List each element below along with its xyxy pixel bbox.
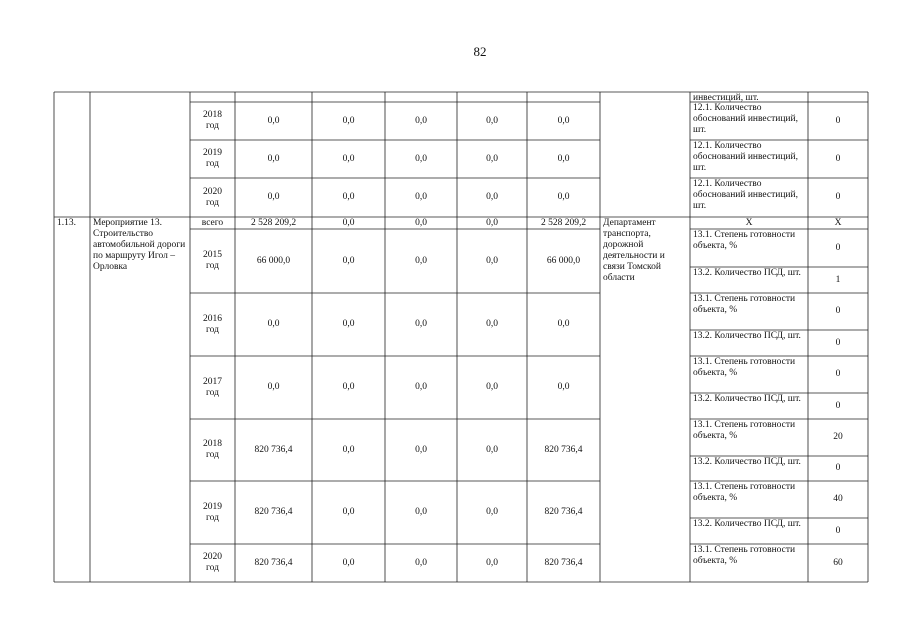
amount-cell: 66 000,0: [546, 256, 581, 266]
indicator-cell: 12.1. Количество обоснований инвестиций, шт.: [693, 103, 798, 135]
amount-cell: 0,0: [415, 558, 427, 568]
amount-cell: 0,0: [267, 192, 280, 202]
amount-cell: 0,0: [486, 154, 498, 164]
year-cell: 2016 год: [203, 314, 222, 335]
year-cell: 2018 год: [203, 439, 222, 460]
year-cell: 2015 год: [203, 250, 222, 271]
amount-cell: 0,0: [486, 116, 498, 126]
amount-cell: 0,0: [342, 218, 355, 228]
amount-cell: 0,0: [342, 445, 355, 455]
indicator-cell: 13.2. Количество ПСД, шт.: [693, 268, 801, 278]
amount-cell: 0,0: [415, 218, 427, 228]
amount-cell: 0,0: [267, 154, 280, 164]
amount-cell: 0,0: [415, 256, 427, 266]
year-cell: 2018 год: [203, 110, 222, 131]
amount-cell: 0,0: [486, 445, 498, 455]
amount-cell: 66 000,0: [256, 256, 291, 266]
indicator-value-cell: 0: [835, 154, 841, 164]
amount-cell: 0,0: [342, 382, 355, 392]
amount-cell: 0,0: [486, 558, 498, 568]
amount-cell: 0,0: [342, 558, 355, 568]
executor: Департамент транспорта, дорожной деятельности и связи Томской области: [603, 218, 665, 283]
indicator-cell: 13.2. Количество ПСД, шт.: [693, 519, 801, 529]
indicator-value-cell: 1: [835, 275, 841, 285]
indicator-cell: 12.1. Количество обоснований инвестиций, шт.: [693, 179, 798, 211]
indicator-value-cell: X: [834, 218, 842, 228]
indicator-cell: 13.1. Степень готовности объекта, %: [693, 545, 796, 566]
year-cell: всего: [201, 218, 224, 228]
measure-name: Мероприятие 13. Строительство автомобильной дороги по маршруту Игол – Орловка: [93, 218, 186, 272]
indicator-cell: 13.2. Количество ПСД, шт.: [693, 331, 801, 341]
amount-cell: 820 736,4: [254, 507, 293, 517]
page-number: 82: [473, 44, 487, 59]
amount-cell: 0,0: [267, 382, 280, 392]
indicator-cell: 12.1. Количество обоснований инвестиций, шт.: [693, 141, 798, 173]
amount-cell: 0,0: [342, 192, 355, 202]
amount-cell: 0,0: [342, 154, 355, 164]
indicator-value-cell: 60: [833, 558, 843, 568]
indicator-value-cell: 20: [833, 432, 843, 442]
amount-cell: 0,0: [486, 192, 498, 202]
amount-cell: 0,0: [415, 319, 427, 329]
amount-cell: 820 736,4: [254, 445, 293, 455]
amount-cell: 0,0: [415, 445, 427, 455]
amount-cell: 0,0: [342, 507, 355, 517]
year-cell: 2019 год: [203, 502, 222, 523]
indicator-value-cell: 0: [835, 243, 841, 253]
amount-cell: 0,0: [415, 507, 427, 517]
indicator-value-cell: 0: [835, 463, 841, 473]
row-number: 1.13.: [57, 218, 76, 228]
indicator-value-cell: 0: [835, 369, 841, 379]
indicator-cell: 13.1. Степень готовности объекта, %: [693, 482, 796, 503]
amount-cell: 0,0: [486, 218, 498, 228]
indicator-cell: 13.1. Степень готовности объекта, %: [693, 357, 796, 378]
amount-cell: 0,0: [557, 154, 570, 164]
amount-cell: 0,0: [486, 256, 498, 266]
indicator-value-cell: 0: [835, 526, 841, 536]
amount-cell: 0,0: [267, 319, 280, 329]
amount-cell: 0,0: [415, 382, 427, 392]
amount-cell: 820 736,4: [544, 507, 583, 517]
indicator-value-cell: 0: [835, 116, 841, 126]
indicator-value-cell: 0: [835, 338, 841, 348]
indicator-cell: 13.2. Количество ПСД, шт.: [693, 457, 801, 467]
amount-cell: 0,0: [415, 154, 427, 164]
indicator-cell: 13.1. Степень готовности объекта, %: [693, 420, 796, 441]
amount-cell: 2 528 209,2: [250, 218, 297, 228]
amount-cell: 820 736,4: [544, 558, 583, 568]
indicator-cell: 13.1. Степень готовности объекта, %: [693, 230, 796, 251]
amount-cell: 0,0: [486, 382, 498, 392]
amount-cell: 0,0: [557, 192, 570, 202]
amount-cell: 0,0: [486, 319, 498, 329]
indicator-value-cell: 40: [833, 494, 843, 504]
year-cell: 2019 год: [203, 148, 222, 169]
indicator-cell: 13.2. Количество ПСД, шт.: [693, 394, 801, 404]
amount-cell: 0,0: [415, 192, 427, 202]
year-cell: 2020 год: [203, 187, 222, 208]
amount-cell: 0,0: [342, 116, 355, 126]
amount-cell: 0,0: [557, 319, 570, 329]
amount-cell: 820 736,4: [544, 445, 583, 455]
amount-cell: 820 736,4: [254, 558, 293, 568]
indicator-cell: 13.1. Степень готовности объекта, %: [693, 294, 796, 315]
amount-cell: 0,0: [415, 116, 427, 126]
amount-cell: 0,0: [342, 319, 355, 329]
year-cell: 2020 год: [203, 552, 222, 573]
amount-cell: 0,0: [342, 256, 355, 266]
amount-cell: 0,0: [486, 507, 498, 517]
amount-cell: 2 528 209,2: [540, 218, 587, 228]
indicator-cell: инвестиций, шт.: [693, 93, 759, 103]
indicator-value-cell: 0: [835, 306, 841, 316]
indicator-cell: X: [745, 218, 753, 228]
amount-cell: 0,0: [267, 116, 280, 126]
year-cell: 2017 год: [203, 377, 222, 398]
amount-cell: 0,0: [557, 382, 570, 392]
indicator-value-cell: 0: [835, 192, 841, 202]
amount-cell: 0,0: [557, 116, 570, 126]
indicator-value-cell: 0: [835, 401, 841, 411]
